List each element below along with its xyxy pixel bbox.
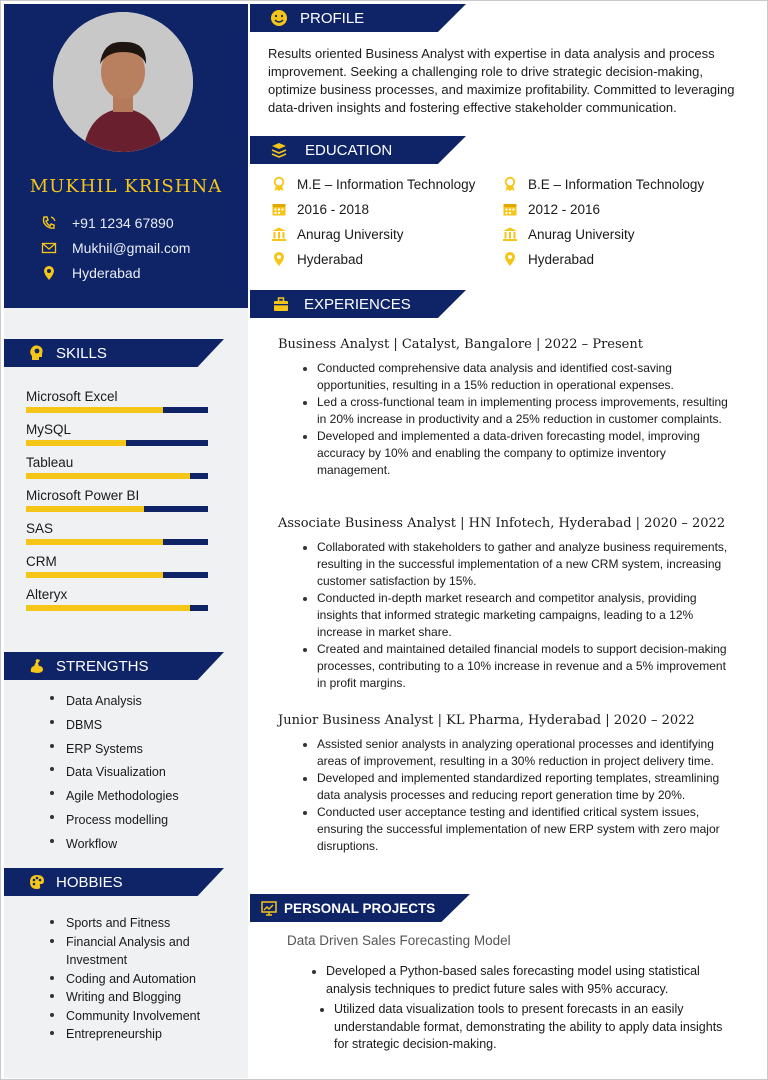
sidebar-header: [4, 4, 248, 308]
experiences-heading: [250, 290, 466, 318]
skill-level-bar: [26, 440, 208, 446]
skill-level-fill: [26, 605, 190, 611]
skill-name: Microsoft Excel: [26, 389, 118, 404]
hobby-item: Financial Analysis and Investment: [50, 933, 220, 970]
hobby-item: Writing and Blogging: [50, 988, 220, 1007]
education-degree-text: M.E – Information Technology: [297, 176, 476, 192]
projects-heading: [250, 894, 470, 922]
strengths-heading: [4, 652, 224, 680]
strength-item: Data Analysis: [50, 690, 179, 714]
experience-bullet: Created and maintained detailed financial models to support decision-making processes, contributing to a 10% increase in revenue and a 5% improvement in profit margins.: [301, 641, 733, 692]
profile-photo: [53, 12, 193, 152]
skill-name: CRM: [26, 554, 57, 569]
strength-item: DBMS: [50, 714, 179, 738]
skills-title: SKILLS: [56, 345, 107, 362]
map-pin-icon: [40, 264, 58, 282]
profile-title: PROFILE: [300, 10, 365, 27]
hobbies-list: [50, 914, 220, 1044]
skill-item: [26, 587, 208, 611]
profile-summary: Results oriented Business Analyst with expertise in data analysis and process improvement. Seeking a challenging role to drive strategic decision-making, optimize business processes, and maximize profitability. Committed to leveraging data-driven insights and fostering effective stakeholder communication.: [268, 46, 735, 115]
experience-bullet: Conducted user acceptance testing and identified critical system issues, ensuring the successful implementation of new ERP system with zero major disruptions.: [301, 804, 733, 855]
education-university: [502, 226, 635, 242]
skill-item: [26, 389, 208, 413]
skill-name: SAS: [26, 521, 54, 536]
education-university-text: Anurag University: [297, 226, 404, 242]
skill-name: Tableau: [26, 455, 74, 470]
briefcase-icon: [272, 295, 290, 313]
books-icon: [270, 141, 288, 159]
job-3-bullets: [301, 736, 733, 855]
award-ribbon-icon: [502, 176, 518, 192]
skill-level-fill: [26, 473, 190, 479]
strength-item: Process modelling: [50, 809, 179, 833]
skill-level-fill: [26, 506, 144, 512]
award-ribbon-icon: [271, 176, 287, 192]
experience-bullet: Conducted comprehensive data analysis and identified cost-saving opportunities, resulting in a 15% reduction in operational expenses.: [301, 360, 733, 394]
skill-item: [26, 521, 208, 545]
experience-bullet: Developed and implemented standardized reporting templates, streamlining data analysis processes and reducing report generation time by 20%.: [301, 770, 733, 804]
job-title-3: Junior Business Analyst | KL Pharma, Hyderabad | 2020 – 2022: [278, 713, 695, 728]
flexed-arm-icon: [28, 657, 46, 675]
skill-level-fill: [26, 539, 163, 545]
contact-email: [40, 239, 190, 257]
palette-icon: [28, 873, 46, 891]
calendar-icon: [502, 201, 518, 217]
experience-bullet: Collaborated with stakeholders to gather and analyze business requirements, resulting in the successful implementation of a new CRM system, increasing customer satisfaction by 15%.: [301, 539, 733, 590]
email-address: Mukhil@gmail.com: [72, 240, 191, 256]
contact-phone: [40, 214, 174, 232]
institution-icon: [502, 226, 518, 242]
education-city: [502, 251, 594, 267]
institution-icon: [271, 226, 287, 242]
map-pin-icon: [271, 251, 287, 267]
education-title: EDUCATION: [305, 142, 393, 159]
skill-level-bar: [26, 506, 208, 512]
project-bullet: Developed a Python-based sales forecasting model using statistical analysis techniques to predict future sales with 95% accuracy.: [310, 963, 734, 998]
job-title-2: Associate Business Analyst | HN Infotech, Hyderabad | 2020 – 2022: [278, 516, 726, 531]
project-bullet: Utilized data visualization tools to present forecasts in an easily understandable format, demonstrating the ability to apply data insights for strategic decision-making.: [318, 1001, 734, 1054]
phone-icon: [40, 214, 58, 232]
location-text: Hyderabad: [72, 265, 141, 281]
education-city-text: Hyderabad: [297, 251, 364, 267]
education-city-text: Hyderabad: [528, 251, 595, 267]
head-bulb-icon: [28, 344, 46, 362]
skill-level-bar: [26, 473, 208, 479]
education-degree-text: B.E – Information Technology: [528, 176, 705, 192]
education-degree: [271, 176, 475, 192]
phone-number: +91 1234 67890: [72, 215, 174, 231]
education-heading: [250, 136, 466, 164]
education-university: [271, 226, 404, 242]
skill-level-bar: [26, 572, 208, 578]
presentation-board-icon: [260, 899, 278, 917]
skill-level-bar: [26, 605, 208, 611]
job-2-bullets: [301, 539, 733, 692]
strength-item: Workflow: [50, 833, 179, 857]
hobby-item: Entrepreneurship: [50, 1025, 220, 1044]
experience-bullet: Conducted in-depth market research and competitor analysis, providing insights that informed strategic marketing campaigns, leading to a 12% increase in market share.: [301, 590, 733, 641]
education-degree: [502, 176, 704, 192]
experience-bullet: Led a cross-functional team in implementing process improvements, resulting in 20% increase in productivity and a 25% reduction in customer complaints.: [301, 394, 733, 428]
hobbies-heading: [4, 868, 224, 896]
skill-level-fill: [26, 407, 163, 413]
skill-level-fill: [26, 440, 126, 446]
skill-item: [26, 422, 208, 446]
job-1-bullets: [301, 360, 733, 479]
hobby-item: Community Involvement: [50, 1007, 220, 1026]
calendar-icon: [271, 201, 287, 217]
project-bullets: [310, 963, 734, 1054]
strength-item: Agile Methodologies: [50, 785, 179, 809]
hobby-item: Sports and Fitness: [50, 914, 220, 933]
skill-level-bar: [26, 539, 208, 545]
education-city: [271, 251, 363, 267]
skill-item: [26, 554, 208, 578]
envelope-icon: [40, 239, 58, 257]
education-years: [271, 201, 369, 217]
skills-heading: [4, 339, 224, 367]
smiley-icon: [270, 9, 288, 27]
candidate-name: MUKHIL KRISHNA: [29, 176, 223, 197]
contact-location: [40, 264, 141, 282]
skill-name: Microsoft Power BI: [26, 488, 140, 503]
hobbies-title: HOBBIES: [56, 874, 123, 891]
map-pin-icon: [502, 251, 518, 267]
strength-item: ERP Systems: [50, 738, 179, 762]
left-sidebar: [4, 4, 248, 1078]
skill-item: [26, 488, 208, 512]
experience-bullet: Assisted senior analysts in analyzing operational processes and identifying areas of improvement, resulting in a 30% reduction in project delivery time.: [301, 736, 733, 770]
strengths-title: STRENGTHS: [56, 658, 149, 675]
hobby-item: Coding and Automation: [50, 970, 220, 989]
education-years: [502, 201, 600, 217]
skill-level-fill: [26, 572, 163, 578]
experience-bullet: Developed and implemented a data-driven forecasting model, improving accuracy by 10% and enabling the company to optimize inventory management.: [301, 428, 733, 479]
education-university-text: Anurag University: [528, 226, 635, 242]
project-name: Data Driven Sales Forecasting Model: [287, 933, 511, 948]
skill-item: [26, 455, 208, 479]
projects-title: PERSONAL PROJECTS: [284, 901, 436, 916]
skill-name: Alteryx: [26, 587, 68, 602]
experiences-title: EXPERIENCES: [304, 296, 411, 313]
job-title-1: Business Analyst | Catalyst, Bangalore | 2022 – Present: [278, 337, 643, 352]
education-years-text: 2012 - 2016: [528, 201, 601, 217]
strength-item: Data Visualization: [50, 761, 179, 785]
education-years-text: 2016 - 2018: [297, 201, 370, 217]
strengths-list: [50, 690, 179, 857]
skill-name: MySQL: [26, 422, 72, 437]
skill-level-bar: [26, 407, 208, 413]
profile-heading: [250, 4, 466, 32]
